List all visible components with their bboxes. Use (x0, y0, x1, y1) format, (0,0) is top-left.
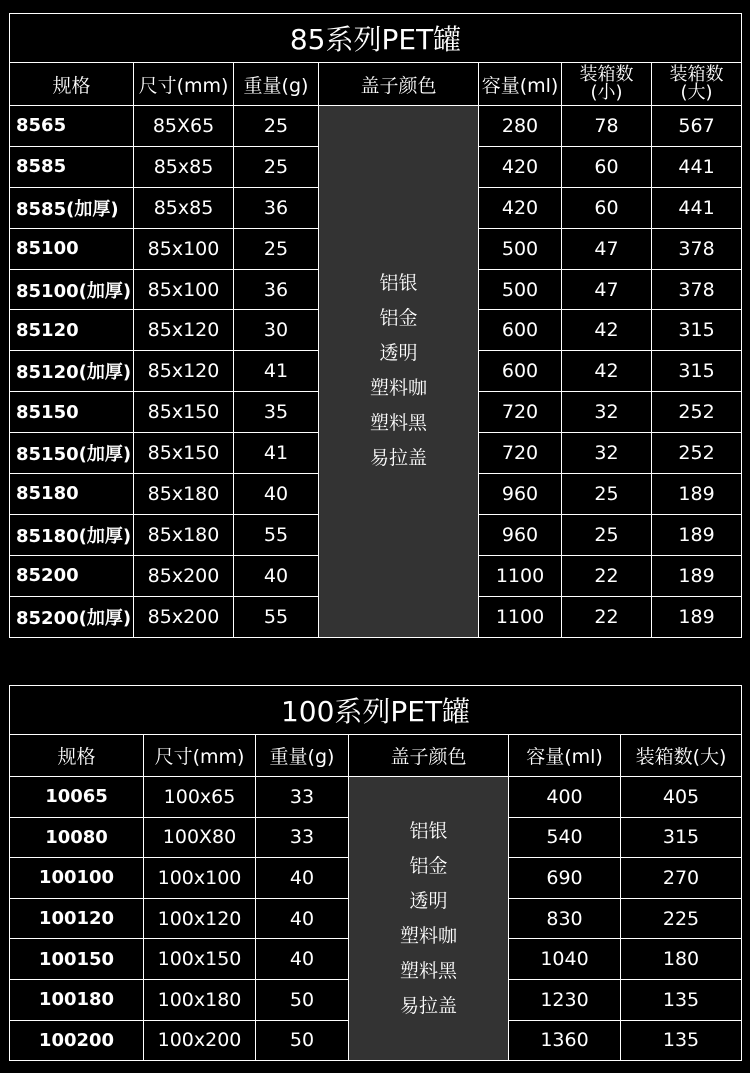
table-title: 85系列PET罐 (10, 14, 742, 63)
cell-capacity: 400 (509, 777, 621, 818)
cell-capacity: 960 (479, 514, 562, 555)
cell-size: 85x200 (134, 596, 234, 637)
cell-capacity: 280 (479, 106, 562, 147)
lid-color-item: 塑料黑 (399, 959, 457, 982)
cell-model: 85180 (10, 474, 134, 515)
cell-capacity: 1100 (479, 596, 562, 637)
cell-box-small: 60 (562, 146, 652, 187)
cell-size: 85x180 (134, 514, 234, 555)
header-row (10, 63, 742, 106)
cell-model: 85120(加厚) (10, 351, 134, 392)
header-box-small-line1: 装箱数 (579, 64, 634, 85)
cell-size: 85x120 (134, 351, 234, 392)
lid-color-item: 塑料咖 (369, 377, 427, 400)
cell-size: 85x85 (134, 187, 234, 228)
cell-capacity: 1100 (479, 555, 562, 596)
cell-capacity: 420 (479, 187, 562, 228)
cell-box-small: 47 (562, 228, 652, 269)
lid-color-item: 透明 (409, 889, 448, 912)
cell-size: 100x65 (144, 777, 256, 818)
cell-box-large: 567 (652, 106, 742, 147)
cell-box-large: 315 (621, 817, 742, 858)
cell-size: 100x150 (144, 939, 256, 980)
cell-box-large: 189 (652, 555, 742, 596)
cell-box-large: 189 (652, 514, 742, 555)
cell-model: 85120 (10, 310, 134, 351)
cell-box-small: 32 (562, 392, 652, 433)
cell-capacity: 500 (479, 269, 562, 310)
cell-model: 8585 (10, 146, 134, 187)
cell-size: 85x180 (134, 474, 234, 515)
cell-model: 85200(加厚) (10, 596, 134, 637)
header-box-large (652, 63, 742, 106)
cell-box-large: 270 (621, 858, 742, 899)
lid-color-item: 铝银 (379, 272, 418, 295)
cell-box-large: 180 (621, 939, 742, 980)
table-row (10, 777, 742, 818)
cell-capacity: 720 (479, 433, 562, 474)
cell-box-small: 47 (562, 269, 652, 310)
cell-size: 85x150 (134, 433, 234, 474)
cell-model: 100180 (10, 979, 144, 1020)
cell-lid-colors (319, 106, 479, 638)
cell-lid-colors (349, 777, 509, 1061)
cell-weight: 40 (256, 858, 349, 899)
pet-85-series-table (9, 13, 742, 638)
cell-capacity: 540 (509, 817, 621, 858)
cell-weight: 55 (234, 596, 319, 637)
lid-color-item: 铝金 (409, 854, 448, 877)
cell-box-small: 22 (562, 596, 652, 637)
lid-color-item: 易拉盖 (399, 994, 457, 1017)
cell-weight: 35 (234, 392, 319, 433)
cell-size: 85x100 (134, 228, 234, 269)
cell-box-large: 315 (652, 310, 742, 351)
cell-model: 85150 (10, 392, 134, 433)
cell-weight: 25 (234, 106, 319, 147)
cell-capacity: 690 (509, 858, 621, 899)
cell-box-small: 60 (562, 187, 652, 228)
cell-size: 85X65 (134, 106, 234, 147)
cell-box-large: 441 (652, 187, 742, 228)
cell-weight: 40 (234, 555, 319, 596)
cell-capacity: 600 (479, 351, 562, 392)
cell-box-small: 42 (562, 310, 652, 351)
cell-model: 10080 (10, 817, 144, 858)
cell-model: 100100 (10, 858, 144, 899)
cell-box-large: 315 (652, 351, 742, 392)
cell-weight: 40 (234, 474, 319, 515)
cell-box-large: 441 (652, 146, 742, 187)
cell-size: 85x120 (134, 310, 234, 351)
cell-capacity: 600 (479, 310, 562, 351)
cell-weight: 36 (234, 187, 319, 228)
cell-model: 85100(加厚) (10, 269, 134, 310)
lid-color-item: 透明 (379, 342, 418, 365)
cell-weight: 25 (234, 146, 319, 187)
cell-model: 100150 (10, 939, 144, 980)
header-box-large-line2: (大) (680, 82, 713, 103)
lid-color-item: 铝金 (379, 307, 418, 330)
cell-box-large: 135 (621, 1020, 742, 1061)
header-capacity: 容量(ml) (479, 63, 562, 106)
cell-box-small: 22 (562, 555, 652, 596)
cell-capacity: 1040 (509, 939, 621, 980)
cell-size: 85x200 (134, 555, 234, 596)
header-lid-color: 盖子颜色 (319, 63, 479, 106)
cell-capacity: 1360 (509, 1020, 621, 1061)
cell-capacity: 420 (479, 146, 562, 187)
cell-weight: 30 (234, 310, 319, 351)
cell-size: 85x100 (134, 269, 234, 310)
lid-color-item: 塑料咖 (399, 924, 457, 947)
cell-capacity: 960 (479, 474, 562, 515)
cell-box-small: 32 (562, 433, 652, 474)
cell-model: 100120 (10, 898, 144, 939)
cell-capacity: 1230 (509, 979, 621, 1020)
header-size: 尺寸(mm) (134, 63, 234, 106)
cell-capacity: 830 (509, 898, 621, 939)
cell-box-large: 405 (621, 777, 742, 818)
cell-weight: 33 (256, 817, 349, 858)
cell-box-large: 252 (652, 433, 742, 474)
header-size: 尺寸(mm) (144, 735, 256, 777)
cell-weight: 40 (256, 898, 349, 939)
lid-color-item: 塑料黑 (369, 412, 427, 435)
header-lid-color: 盖子颜色 (349, 735, 509, 777)
cell-box-large: 378 (652, 269, 742, 310)
lid-color-item: 易拉盖 (369, 447, 427, 470)
cell-box-small: 25 (562, 514, 652, 555)
cell-size: 85x85 (134, 146, 234, 187)
cell-weight: 33 (256, 777, 349, 818)
cell-model: 10065 (10, 777, 144, 818)
table-row (10, 106, 742, 147)
cell-model: 85180(加厚) (10, 514, 134, 555)
cell-size: 100X80 (144, 817, 256, 858)
cell-size: 100x180 (144, 979, 256, 1020)
cell-weight: 55 (234, 514, 319, 555)
cell-model: 85150(加厚) (10, 433, 134, 474)
cell-box-large: 135 (621, 979, 742, 1020)
cell-size: 100x200 (144, 1020, 256, 1061)
cell-size: 100x120 (144, 898, 256, 939)
cell-model: 8585(加厚) (10, 187, 134, 228)
cell-weight: 50 (256, 979, 349, 1020)
cell-weight: 36 (234, 269, 319, 310)
cell-weight: 41 (234, 433, 319, 474)
cell-model: 85100 (10, 228, 134, 269)
cell-weight: 41 (234, 351, 319, 392)
cell-size: 85x150 (134, 392, 234, 433)
header-spec: 规格 (10, 63, 134, 106)
pet-100-series-table (9, 685, 742, 1061)
cell-size: 100x100 (144, 858, 256, 899)
cell-box-large: 378 (652, 228, 742, 269)
cell-model: 85200 (10, 555, 134, 596)
cell-capacity: 720 (479, 392, 562, 433)
cell-box-small: 42 (562, 351, 652, 392)
header-box-large-line1: 装箱数 (669, 64, 724, 85)
header-spec: 规格 (10, 735, 144, 777)
cell-model: 100200 (10, 1020, 144, 1061)
header-box-small-line2: (小) (590, 82, 623, 103)
cell-box-large: 189 (652, 596, 742, 637)
header-box-large: 装箱数(大) (621, 735, 742, 777)
cell-box-large: 225 (621, 898, 742, 939)
table-title: 100系列PET罐 (10, 686, 742, 735)
header-box-small (562, 63, 652, 106)
cell-weight: 25 (234, 228, 319, 269)
cell-model: 8565 (10, 106, 134, 147)
cell-weight: 40 (256, 939, 349, 980)
cell-weight: 50 (256, 1020, 349, 1061)
cell-capacity: 500 (479, 228, 562, 269)
header-capacity: 容量(ml) (509, 735, 621, 777)
header-weight: 重量(g) (234, 63, 319, 106)
cell-box-large: 189 (652, 474, 742, 515)
cell-box-small: 25 (562, 474, 652, 515)
header-weight: 重量(g) (256, 735, 349, 777)
cell-box-small: 78 (562, 106, 652, 147)
cell-box-large: 252 (652, 392, 742, 433)
lid-color-item: 铝银 (409, 819, 448, 842)
header-row (10, 735, 742, 777)
